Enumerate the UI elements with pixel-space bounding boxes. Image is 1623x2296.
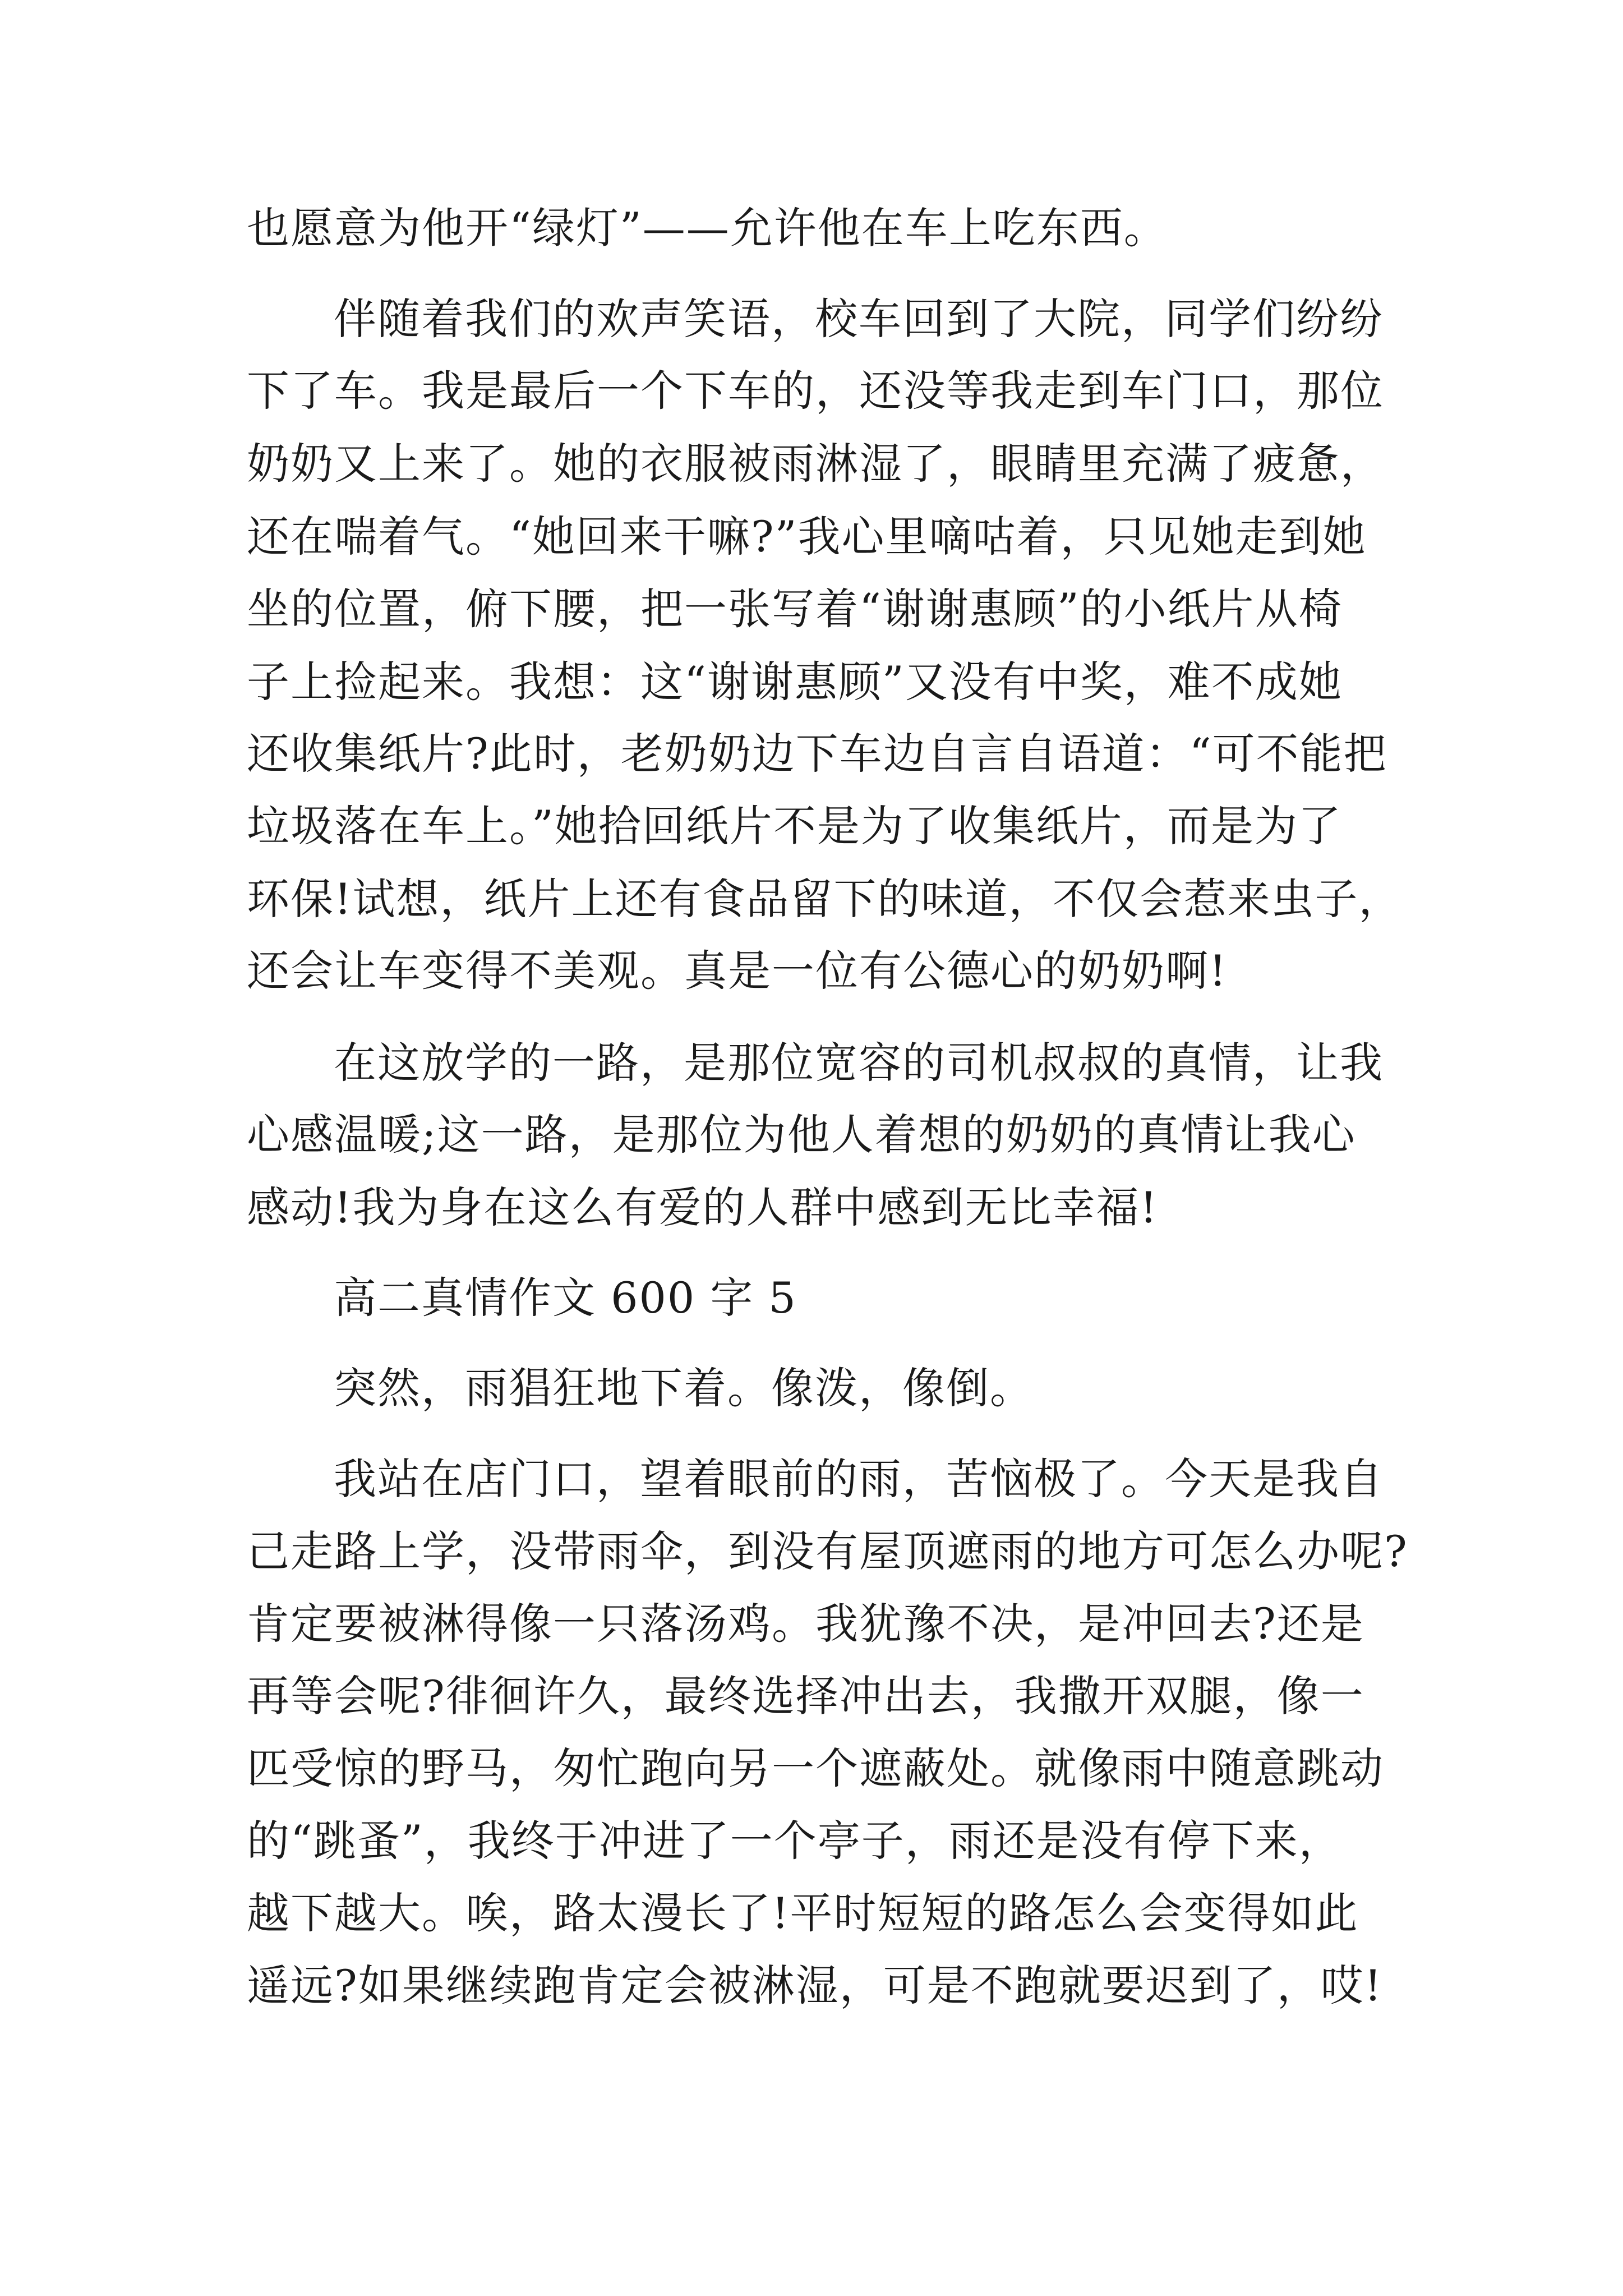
paragraph-start-line: 我站在店门口，望着眼前的雨，苦恼极了。今天是我自 (334, 1454, 1384, 1504)
text-line: 下了车。我是最后一个下车的，还没等我走到车门口，那位 (247, 366, 1384, 416)
text-line: 还在喘着气。“她回来干嘛?”我心里嘀咕着，只见她走到她 (247, 512, 1367, 562)
paragraph-start-line: 突然，雨猖狂地下着。像泼，像倒。 (334, 1363, 1034, 1413)
text-line: 奶奶又上来了。她的衣服被雨淋湿了，眼睛里充满了疲惫， (247, 439, 1384, 489)
text-line: 己走路上学，没带雨伞，到没有屋顶遮雨的地方可怎么办呢? (247, 1526, 1408, 1576)
text-line: 还收集纸片?此时，老奶奶边下车边自言自语道：“可不能把 (247, 729, 1387, 779)
text-line: 再等会呢?徘徊许久，最终选择冲出去，我撒开双腿，像一 (247, 1671, 1364, 1721)
text-line: 越下越大。唉，路太漫长了!平时短短的路怎么会变得如此 (247, 1888, 1359, 1938)
text-line: 遥远?如果继续跑肯定会被淋湿，可是不跑就要迟到了，哎! (247, 1961, 1383, 2010)
section-heading: 高二真情作文 600 字 5 (334, 1273, 797, 1323)
text-line: 匹受惊的野马，匆忙跑向另一个遮蔽处。就像雨中随意跳动 (247, 1743, 1384, 1793)
text-line: 心感温暖;这一路，是那位为他人着想的奶奶的真情让我心 (247, 1110, 1356, 1159)
paragraph-start-line: 在这放学的一路，是那位宽容的司机叔叔的真情，让我 (334, 1038, 1384, 1088)
text-line: 坐的位置，俯下腰，把一张写着“谢谢惠顾”的小纸片从椅 (247, 584, 1343, 634)
paragraph-start-line: 伴随着我们的欢声笑语，校车回到了大院，同学们纷纷 (334, 294, 1384, 344)
text-line: 感动!我为身在这么有爱的人群中感到无比幸福! (247, 1182, 1159, 1232)
text-line: 也愿意为他开“绿灯”——允许他在车上吃东西。 (247, 203, 1168, 253)
text-line: 的“跳蚤”，我终于冲进了一个亭子，雨还是没有停下来， (247, 1816, 1343, 1866)
text-line: 环保!试想，纸片上还有食品留下的味道，不仅会惹来虫子， (247, 874, 1403, 924)
text-line: 还会让车变得不美观。真是一位有公德心的奶奶啊! (247, 946, 1228, 996)
text-line: 肯定要被淋得像一只落汤鸡。我犹豫不决，是冲回去?还是 (247, 1599, 1364, 1649)
text-line: 垃圾落在车上。”她拾回纸片不是为了收集纸片，而是为了 (247, 801, 1342, 851)
text-line: 子上捡起来。我想：这“谢谢惠顾”又没有中奖，难不成她 (247, 657, 1343, 707)
